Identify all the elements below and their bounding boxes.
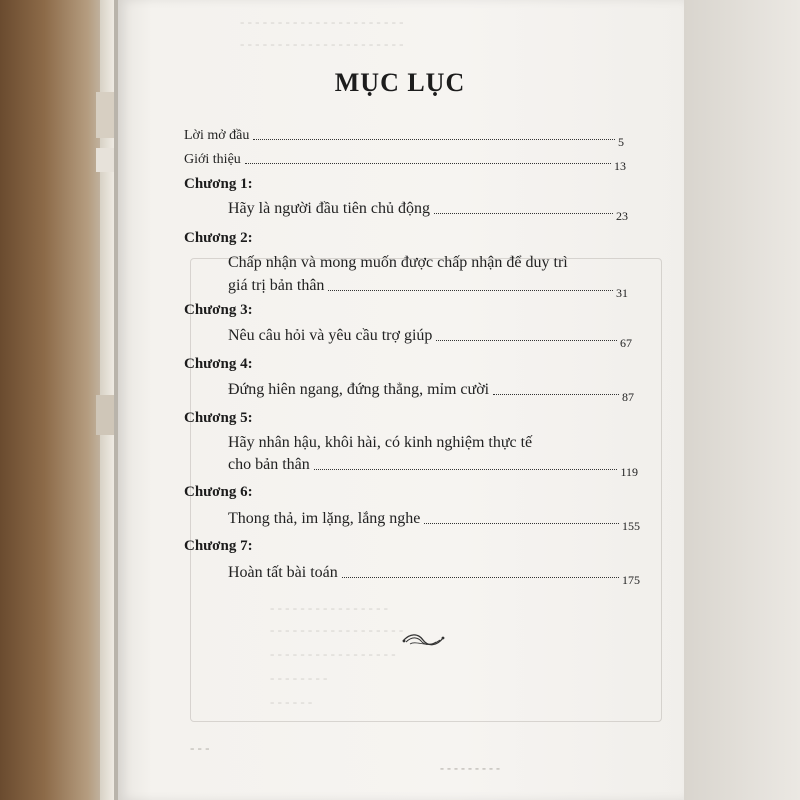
background-left — [0, 0, 110, 800]
dot-leader — [253, 138, 615, 140]
toc-entry-label: Giới thiệu — [184, 152, 241, 167]
dot-leader — [245, 162, 611, 164]
toc-entry — [228, 327, 632, 350]
toc-entry-label: Đứng hiên ngang, đứng thẳng, mỉm cười — [228, 381, 490, 398]
toc-page-number: 155 — [622, 519, 640, 533]
bleed-through-text: - - - - - - — [270, 694, 313, 709]
toc-entry-label: Thong thả, im lặng, lắng nghe — [228, 510, 421, 527]
page-margin-right — [684, 0, 800, 800]
dot-leader — [434, 212, 613, 214]
dot-leader — [328, 289, 613, 291]
page-title: MỤC LỤC — [334, 68, 466, 97]
bleed-through-text: - - - — [190, 740, 210, 755]
shelf-label — [96, 395, 114, 435]
toc-entry-label: cho bản thân — [228, 456, 310, 473]
toc-page-number: 119 — [620, 465, 638, 479]
bleed-through-text: - - - - - - - - - - - - - - - - - - — [270, 622, 404, 637]
bleed-through-text: - - - - - - - - - - - - - - - - - - - - - - — [240, 14, 404, 29]
chapter-heading: Chương 2: — [184, 230, 253, 246]
toc-entry-label: Chấp nhận và mong muốn được chấp nhận để duy trì — [228, 254, 568, 271]
bleed-through-text: - - - - - - - - - - - - - - - - - - - - - - — [240, 36, 404, 51]
toc-entry — [228, 564, 640, 587]
chapter-heading: Chương 1: — [184, 176, 253, 192]
toc-page-number: 23 — [616, 209, 628, 223]
toc-page-number: 13 — [614, 159, 626, 173]
toc-entry — [228, 277, 628, 300]
chapter-heading: Chương 3: — [184, 302, 253, 318]
toc-entry — [228, 200, 628, 223]
chapter-heading: Chương 4: — [184, 356, 253, 372]
toc-entry — [228, 381, 634, 404]
shelf-label — [96, 148, 114, 172]
dot-leader — [493, 393, 619, 395]
bleed-through-text: - - - - - - - - - - - - - - - - - — [270, 646, 396, 661]
toc-page-number: 87 — [622, 390, 634, 404]
bleed-through-text: - - - - - - - - - — [440, 763, 500, 777]
toc-entry-label: Hãy là người đầu tiên chủ động — [228, 200, 430, 217]
toc-entry — [184, 128, 624, 149]
chapter-heading: Chương 5: — [184, 410, 253, 426]
toc-page-number: 67 — [620, 336, 632, 350]
chapter-heading: Chương 6: — [184, 484, 253, 500]
toc-entry-label: Nêu câu hỏi và yêu cầu trợ giúp — [228, 327, 433, 344]
toc-entry-label: Hoàn tất bài toán — [228, 564, 338, 581]
dot-leader — [424, 522, 619, 524]
toc-entry-label: Lời mở đầu — [184, 128, 250, 143]
toc-page-number: 5 — [618, 135, 624, 149]
flourish-ornament-icon — [400, 630, 446, 650]
bleed-through-text: - - - - - - - - - - - - - - - - — [270, 600, 389, 615]
dot-leader — [436, 339, 617, 341]
toc-entry-label: giá trị bản thân — [228, 277, 325, 294]
toc-entry-label: Hãy nhân hậu, khôi hài, có kinh nghiệm thực tế — [228, 434, 533, 451]
chapter-heading: Chương 7: — [184, 538, 253, 554]
toc-page-number: 31 — [616, 286, 628, 300]
toc-entry — [228, 456, 638, 479]
bleed-through-text: - - - - - - - - — [270, 670, 328, 685]
toc-entry — [184, 152, 626, 173]
toc-entry — [228, 510, 640, 533]
dot-leader — [314, 468, 618, 470]
shelf-label — [96, 92, 114, 138]
dot-leader — [342, 576, 619, 578]
toc-page-number: 175 — [622, 573, 640, 587]
